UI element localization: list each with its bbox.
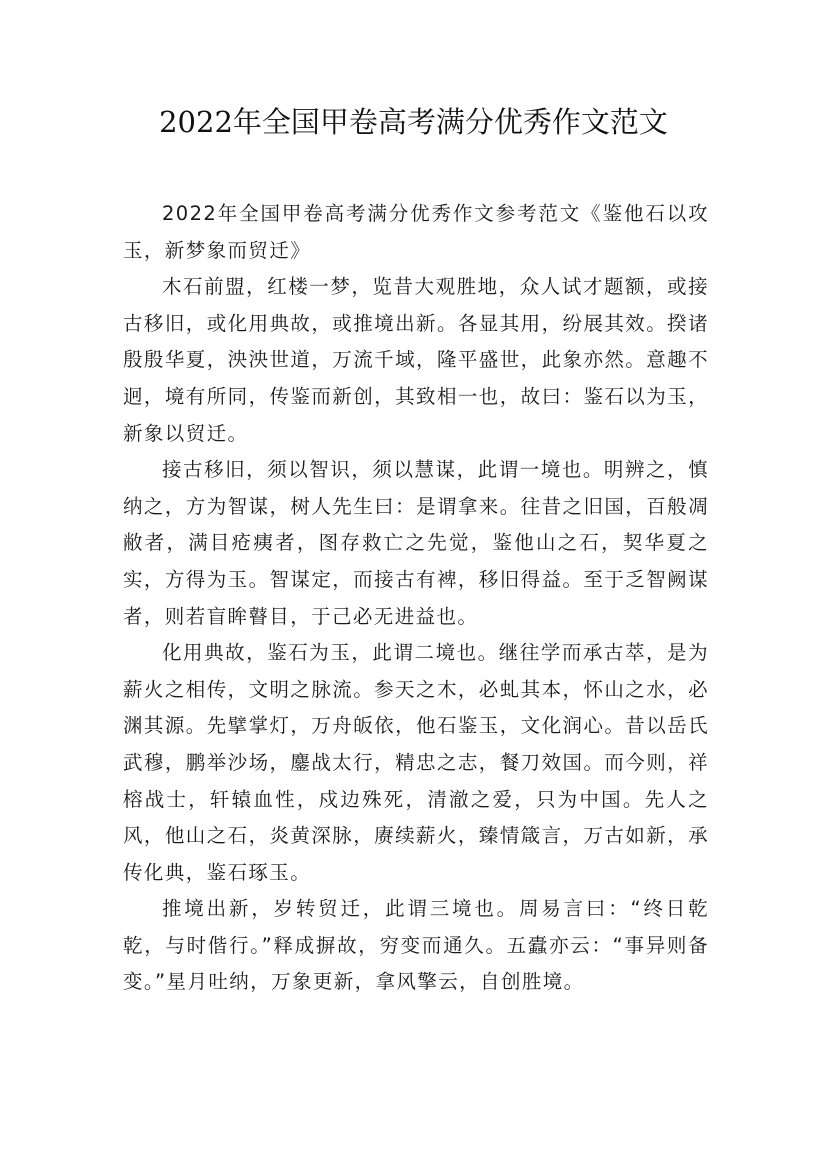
- document-body: [123, 196, 709, 1001]
- paragraph: 推境出新，岁转贸迁，此谓三境也。周易言曰：“终日乾乾，与时偕行。”释成摒故，穷变而通久。五蠹亦云：“事异则备变。”星月吐纳，万象更新，拿风擎云，自创胜境。: [123, 897, 709, 994]
- document-title: 2022年全国甲卷高考满分优秀作文范文: [159, 105, 668, 139]
- paragraph-essay-heading: 2022年全国甲卷高考满分优秀作文参考范文《鉴他石以攻玉，新梦象而贸迁》: [123, 202, 709, 262]
- paragraph: 接古移旧，须以智识，须以慧谋，此谓一境也。明辨之，慎纳之，方为智谋，树人先生曰：是谓拿来。往昔之旧国，百般凋敝者，满目疮痍者，图存救亡之先觉，鉴他山之石，契华夏之实，方得为玉。智谋定，而接古有裨，移旧得益。至于乏智阙谋者，则若盲眸瞽目，于己必无进益也。: [123, 458, 709, 628]
- paragraph: 木石前盟，红楼一梦，览昔大观胜地，众人试才题额，或接古移旧，或化用典故，或推境出新。各显其用，纷展其效。揆诸殷殷华夏，泱泱世道，万流千域，隆平盛世，此象亦然。意趣不迥，境有所同，传鉴而新创，其致相一也，故曰：鉴石以为玉，新象以贸迁。: [123, 275, 709, 445]
- paragraph: 化用典故，鉴石为玉，此谓二境也。继往学而承古萃，是为薪火之相传，文明之脉流。参天之木，必虬其本，怀山之水，必渊其源。先擘掌灯，万舟皈依，他石鉴玉，文化润心。昔以岳氏武穆，鹏举沙场，鏖战太行，精忠之志，餐刀效国。而今则，祥榕战士，轩辕血性，戍边殊死，清澈之爱，只为中国。先人之风，他山之石，炎黄深脉，赓续薪火，臻情箴言，万古如新，承传化典，鉴石琢玉。: [123, 641, 709, 884]
